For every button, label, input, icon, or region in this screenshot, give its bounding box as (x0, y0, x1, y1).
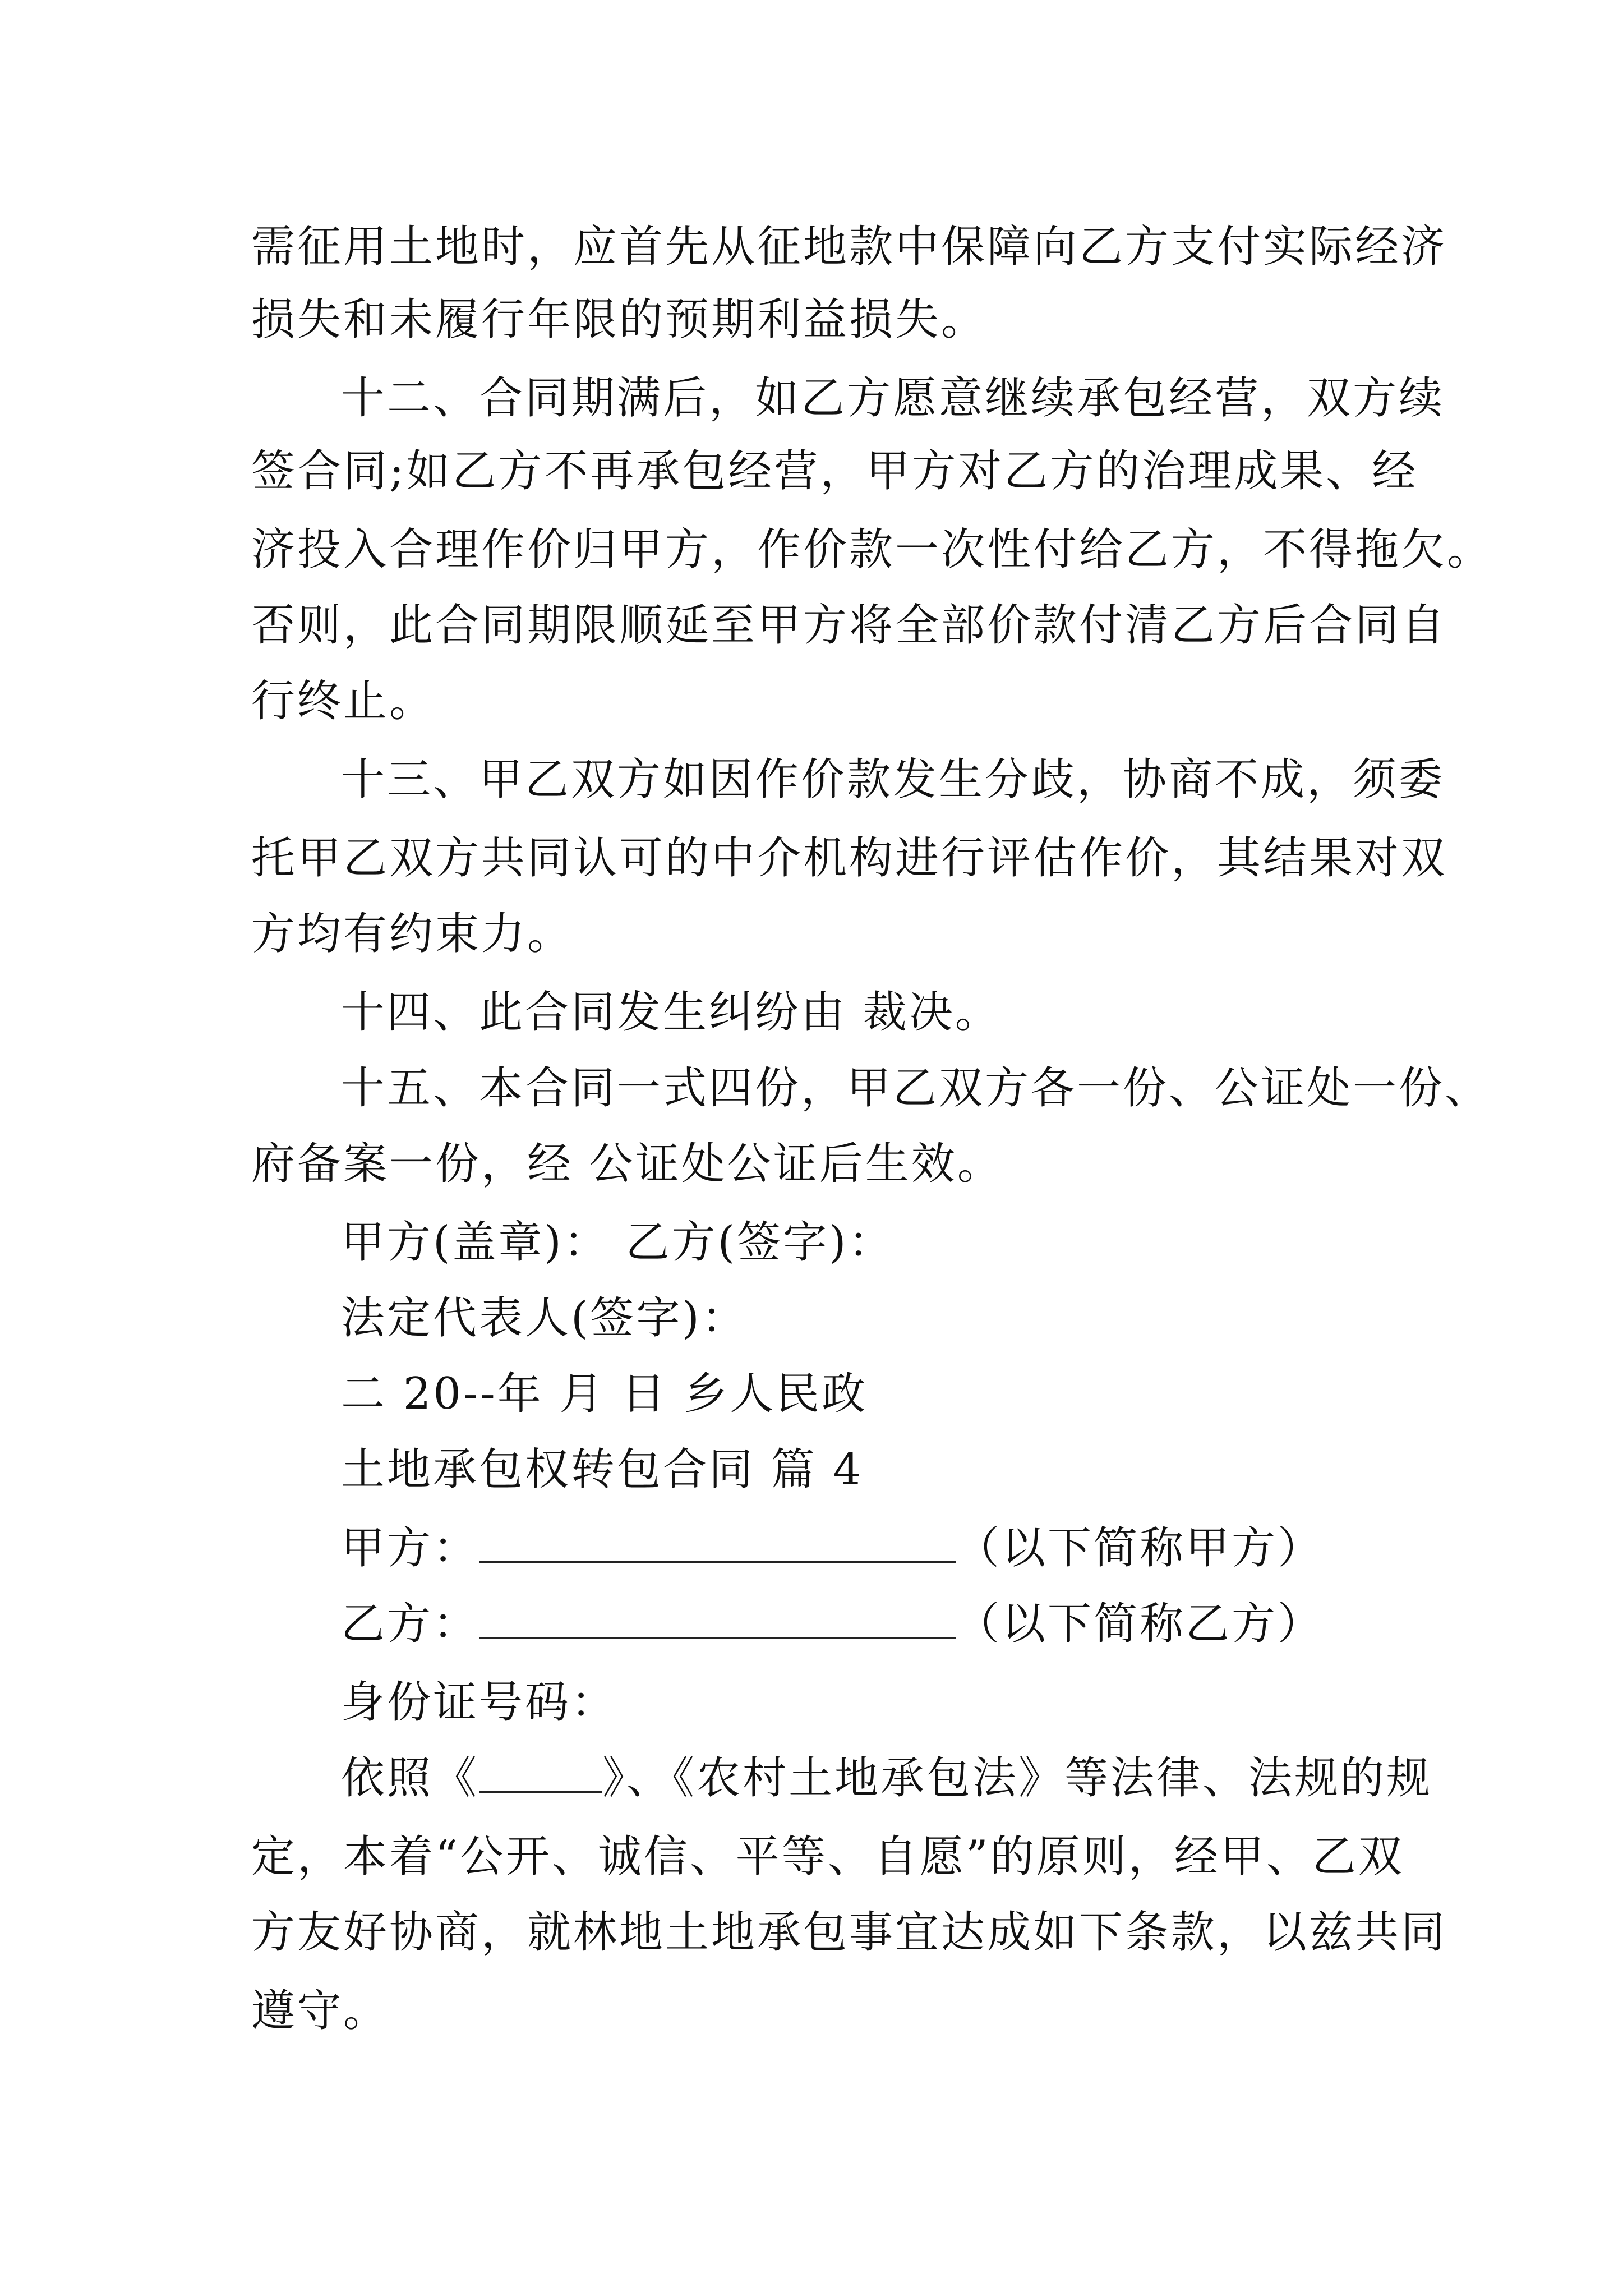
basis-suffix: 》、《农村土地承包法》等法律、法规的规 (602, 1753, 1433, 1803)
paragraph-line: 方均有约束力。 (251, 909, 574, 959)
date-line: 二 20--年 月 日 乡人民政 (341, 1369, 868, 1419)
paragraph-line: 方友好协商，就林地土地承包事宜达成如下条款，以兹共同 (251, 1907, 1447, 1958)
party-a-suffix: （以下简称甲方） (956, 1523, 1324, 1573)
clause-14-line: 十四、此合同发生纠纷由 裁决。 (341, 987, 1001, 1038)
section-heading: 土地承包权转包合同 篇 4 (341, 1444, 864, 1495)
paragraph-line: 行终止。 (251, 676, 436, 726)
paragraph-line: 损失和未履行年限的预期利益损失。 (251, 295, 988, 345)
party-a-blank-field[interactable] (479, 1525, 956, 1563)
party-b-row (341, 1585, 1468, 1663)
party-b-suffix: （以下简称乙方） (956, 1599, 1324, 1649)
id-number-label: 身份证号码： (341, 1677, 617, 1728)
party-b-label: 乙方： (341, 1599, 479, 1649)
party-a-row (341, 1509, 1468, 1588)
basis-row (341, 1739, 1433, 1818)
paragraph-line: 托甲乙双方共同认可的中介机构进行评估作价，其结果对双 (251, 833, 1447, 884)
paragraph-line: 需征用土地时，应首先从征地款中保障向乙方支付实际经济 (251, 222, 1447, 272)
clause-13-line: 十三、甲乙双方如因作价款发生分歧，协商不成，须委 (341, 754, 1445, 805)
paragraph-line: 否则，此合同期限顺延至甲方将全部价款付清乙方后合同自 (251, 600, 1447, 651)
party-b-blank-field[interactable] (479, 1601, 956, 1639)
basis-prefix: 依照《 (341, 1753, 479, 1803)
paragraph-line: 签合同;如乙方不再承包经营，甲方对乙方的治理成果、经 (251, 446, 1418, 496)
law-name-blank-field[interactable] (479, 1755, 602, 1793)
party-a-label: 甲方： (341, 1523, 479, 1573)
paragraph-line: 府备案一份，经 公证处公证后生效。 (251, 1139, 1003, 1189)
clause-12-line: 十二、合同期满后，如乙方愿意继续承包经营，双方续 (341, 373, 1445, 424)
paragraph-line: 定，本着“公开、诚信、平等、自愿”的原则，经甲、乙双 (251, 1832, 1404, 1882)
signature-party-line: 甲方(盖章)： 乙方(签字)： (341, 1217, 895, 1268)
paragraph-line: 遵守。 (251, 1986, 390, 2036)
paragraph-line: 济投入合理作价归甲方，作价款一次性付给乙方，不得拖欠。 (251, 524, 1493, 575)
legal-representative-line: 法定代表人(签字)： (341, 1293, 748, 1343)
clause-15-line: 十五、本合同一式四份，甲乙双方各一份、公证处一份、 (341, 1063, 1491, 1114)
